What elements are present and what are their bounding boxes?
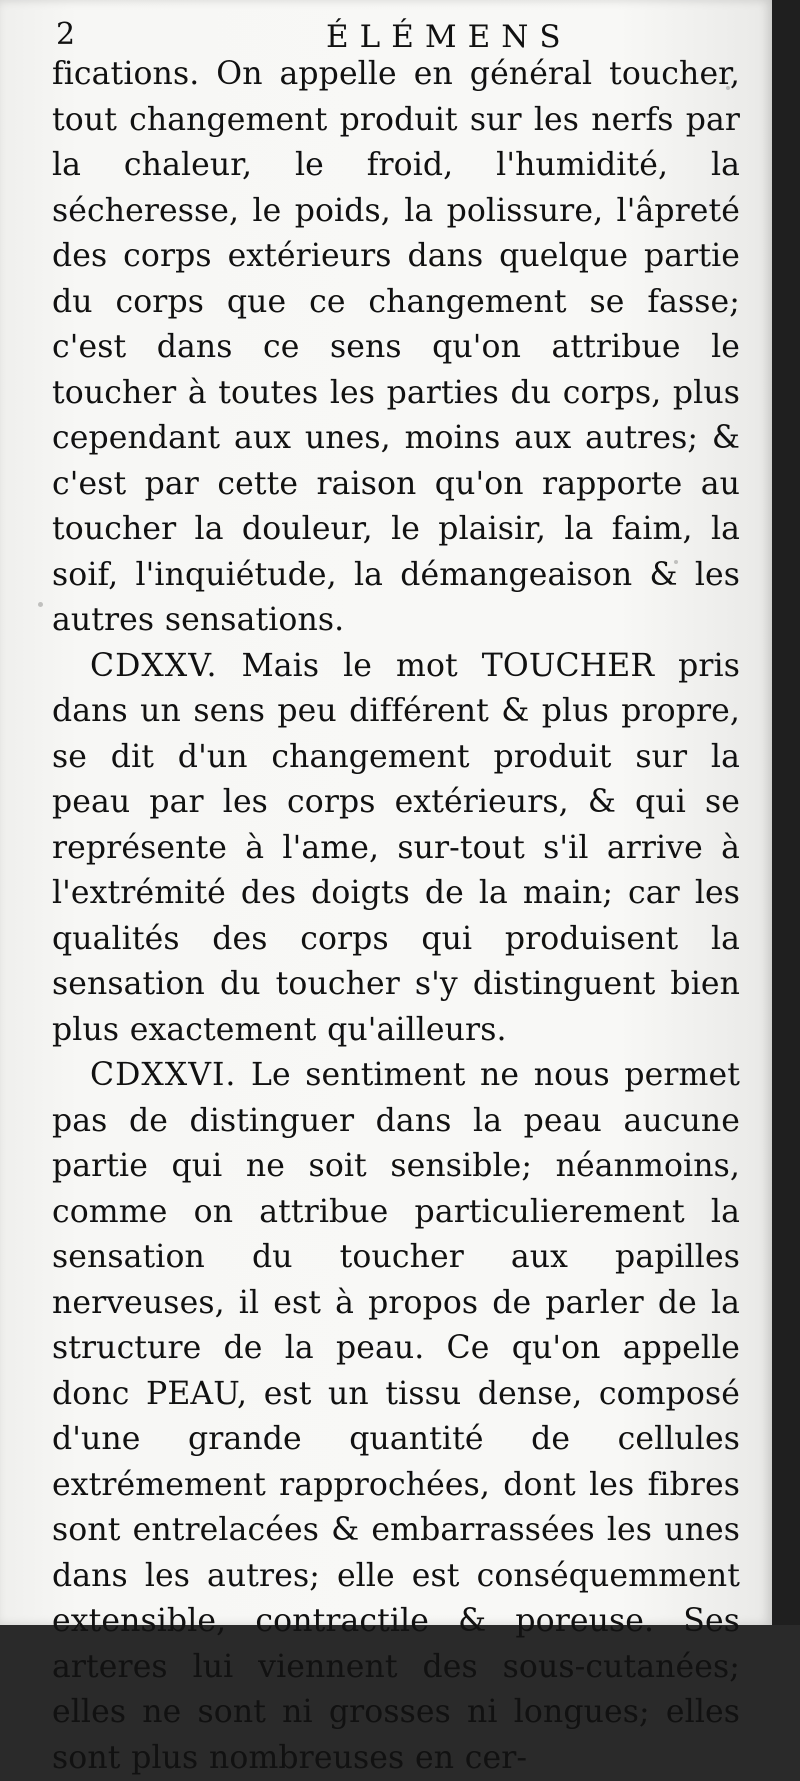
paragraph-cdxxvi bbox=[52, 1053, 740, 1781]
paragraph-number: CDXXV. bbox=[90, 647, 218, 684]
ink-spot bbox=[726, 86, 730, 90]
running-title: ÉLÉMENS bbox=[326, 19, 572, 55]
paragraph-number: CDXXVI. bbox=[90, 1057, 237, 1093]
paragraph-text: Mais le mot TOUCHER pris dans un sens peu différent & plus propre, se dit d'un changement produit sur la peau par les corps extérieurs, & qui se représente à l'ame, sur-tout s'il arrive à l'extrémité des doigts de la main; car les qualités des corps qui produisent la sensation du toucher s'y distinguent bien plus exactement qu'ailleurs. bbox=[52, 647, 740, 1048]
paragraph-continuation: fications. On appelle en général toucher, tout changement produit sur les nerfs par la chaleur, le froid, l'humidité, la sécheresse, le poids, la polissure, l'âpreté des corps extérieurs dans quelque partie du corps que ce changement se fasse; c'est dans ce sens qu'on attribue le toucher à toutes les parties du corps, plus cependant aux unes, moins aux autres; & c'est par cette raison qu'on rapporte au toucher la douleur, le plaisir, la faim, la soif, l'inquiétude, la démangeaison & les autres sensations. bbox=[52, 56, 740, 638]
scan-edge bbox=[772, 0, 800, 1625]
paragraph-cdxxv bbox=[52, 644, 740, 1054]
page-number: 2 bbox=[56, 17, 76, 52]
body-text bbox=[52, 52, 740, 1781]
ink-spot bbox=[38, 602, 43, 607]
paragraph-text: Le sentiment ne nous permet pas de distinguer dans la peau aucune partie qui ne soit sensible; néanmoins, comme on attribue particulierement la sensation du toucher aux papilles nerveuses, il est à propos de parler de la structure de la peau. Ce qu'on appelle donc PEAU, est un tissu dense, composé d'une grande quantité de cellules extrémement rapprochées, dont les fibres sont entrelacées & embarrassées les unes dans les autres; elle est conséquemment extensible, contractile & poreuse. Ses arteres lui viennent des sous-cutanées; elles ne sont ni grosses ni longues; elles sont plus nombreuses en cer- bbox=[52, 1057, 740, 1776]
ink-spot bbox=[674, 560, 678, 564]
